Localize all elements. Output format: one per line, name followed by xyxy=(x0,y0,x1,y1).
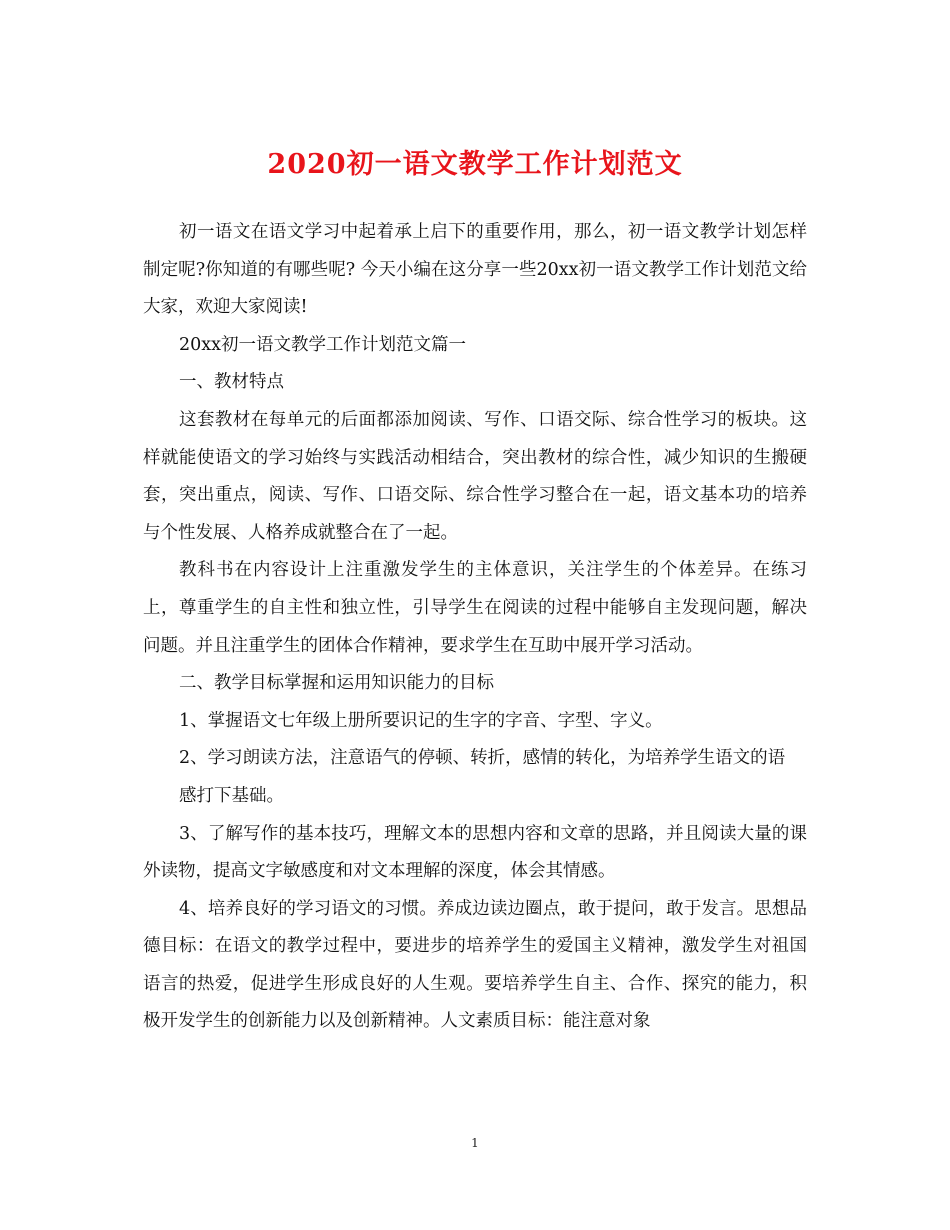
paragraph-textbook-design: 教科书在内容设计上注重激发学生的主体意识，关注学生的个体差异。在练习上，尊重学生的自主性和独立性，引导学生在阅读的过程中能够自主发现问题，解决问题。并且注重学生的团体合作精神，要求学生在互助中展开学习活动。 xyxy=(143,560,807,656)
goal-item-1: 1、掌握语文七年级上册所要识记的生字的字音、字型、字义。 xyxy=(179,710,663,731)
section-heading-article-one: 20xx初一语文教学工作计划范文篇一 xyxy=(179,334,467,355)
goal-item-4: 4、培养良好的学习语文的习惯。养成边读边圈点，敢于提问，敢于发言。思想品德目标：在语文的教学过程中，要进步的培养学生的爱国主义精神，激发学生对祖国语言的热爱，促进学生形成良好的人生观。要培养学生自主、合作、探究的能力，积极开发学生的创新能力以及创新精神。人文素质目标：能注意对象 xyxy=(143,898,807,1032)
heading-textbook-features: 一、教材特点 xyxy=(179,372,284,393)
paragraph-textbook-structure: 这套教材在每单元的后面都添加阅读、写作、口语交际、综合性学习的板块。这样就能使语文的学习始终与实践活动相结合，突出教材的综合性，减少知识的生搬硬套，突出重点，阅读、写作、口语交际、综合性学习整合在一起，语文基本功的培养与个性发展、人格养成就整合在了一起。 xyxy=(143,409,807,543)
goal-item-2-continued: 感打下基础。 xyxy=(179,785,284,806)
goal-item-3: 3、了解写作的基本技巧，理解文本的思想内容和文章的思路，并且阅读大量的课外读物，提高文字敏感度和对文本理解的深度，体会其情感。 xyxy=(143,823,807,882)
goal-item-2: 2、学习朗读方法，注意语气的停顿、转折，感情的转化，为培养学生语文的语 xyxy=(179,748,786,769)
page-number: 1 xyxy=(471,1136,479,1150)
heading-teaching-goals: 二、教学目标掌握和运用知识能力的目标 xyxy=(179,673,494,694)
intro-paragraph: 初一语文在语文学习中起着承上启下的重要作用，那么，初一语文教学计划怎样制定呢?你知道的有哪些呢? 今天小编在这分享一些20xx初一语文教学工作计划范文给大家，欢迎大家阅读! xyxy=(143,222,807,318)
document-body xyxy=(143,214,807,1041)
document-title: 2020初一语文教学工作计划范文 xyxy=(267,149,683,180)
